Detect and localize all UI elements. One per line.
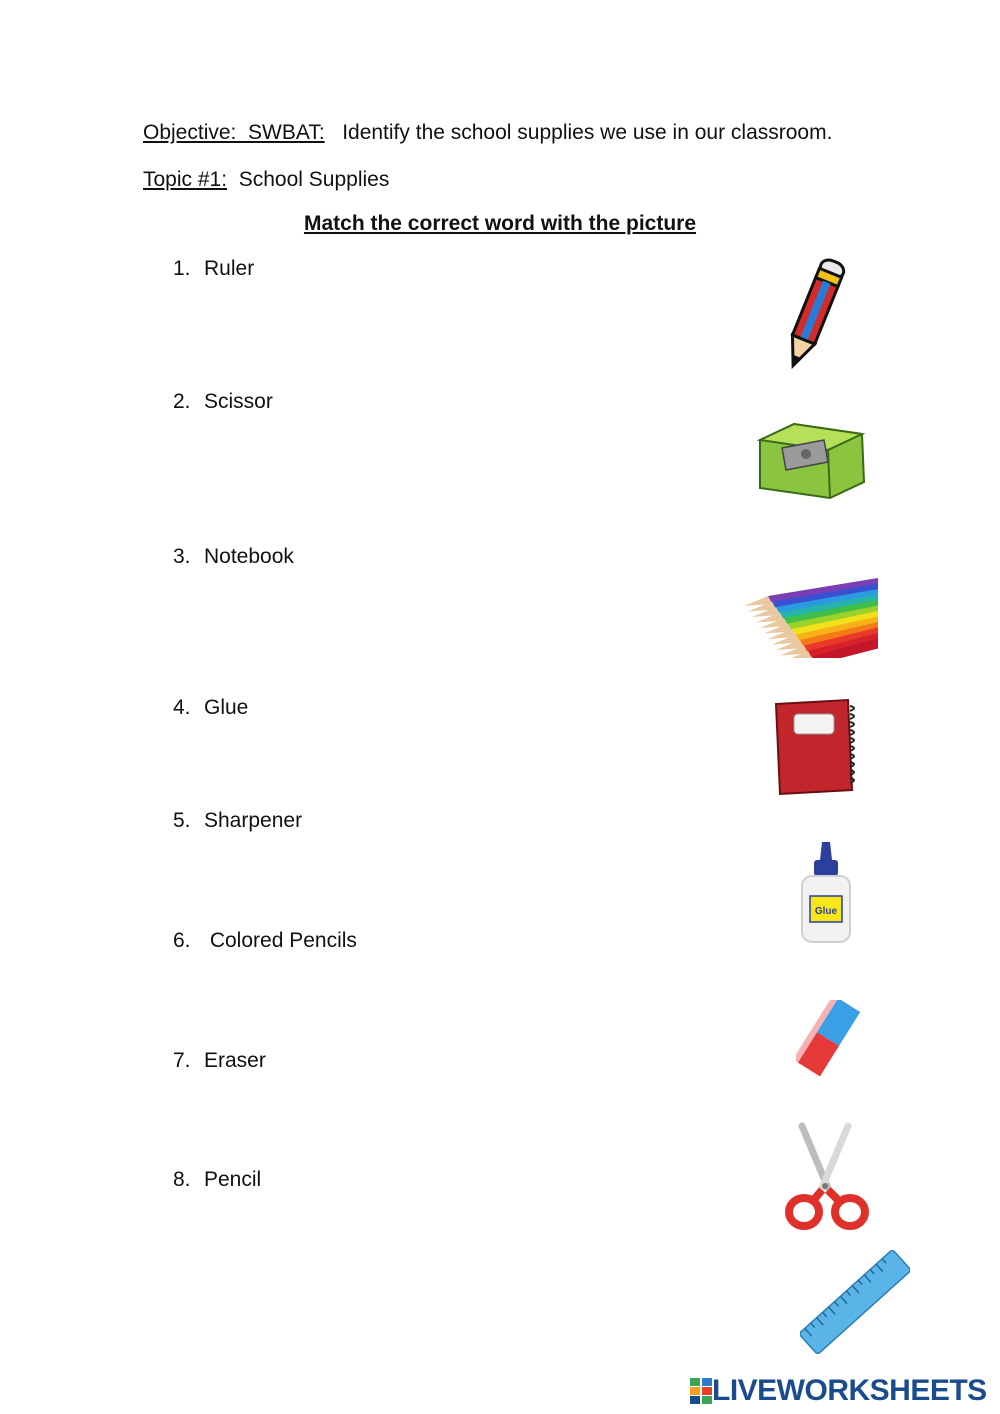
word-pencil: Pencil: [204, 1168, 262, 1191]
eraser-icon: [796, 1000, 860, 1078]
list-item: 1. Ruler: [173, 257, 255, 280]
word-glue: Glue: [204, 696, 249, 719]
objective-label: Objective: SWBAT:: [143, 121, 325, 144]
topic-line: [143, 168, 389, 192]
word-colored-pencils: Colored Pencils: [204, 929, 357, 952]
list-item: 8. Pencil: [173, 1168, 262, 1191]
ruler-icon: [800, 1250, 910, 1354]
instructions-heading: Match the correct word with the picture: [303, 212, 697, 235]
brand-name: LIVEWORKSHEETS: [712, 1374, 987, 1407]
notebook-icon: [772, 698, 862, 796]
glue-icon: [798, 840, 854, 946]
list-item: 2. Scissor: [173, 390, 273, 413]
objective-text: Identify the school supplies we use in our classroom.: [342, 121, 833, 144]
liveworksheets-mark-icon: [690, 1378, 712, 1404]
list-item: 4. Glue: [173, 696, 249, 719]
colored-pencils-icon: [738, 574, 878, 658]
word-sharpener: Sharpener: [204, 809, 303, 832]
word-ruler: Ruler: [204, 257, 255, 280]
sharpener-icon: [754, 418, 868, 502]
list-item: 7. Eraser: [173, 1049, 266, 1072]
pencil-icon: [770, 252, 860, 377]
liveworksheets-logo: [690, 1374, 987, 1408]
list-item: 6. Colored Pencils: [173, 929, 357, 952]
word-notebook: Notebook: [204, 545, 294, 568]
word-eraser: Eraser: [204, 1049, 266, 1072]
objective-line: [143, 121, 832, 145]
word-scissor: Scissor: [204, 390, 273, 413]
list-item: 3. Notebook: [173, 545, 294, 568]
topic-text: School Supplies: [238, 168, 390, 191]
scissors-icon: [782, 1122, 874, 1234]
glue-label: Glue: [814, 906, 838, 917]
list-item: 5. Sharpener: [173, 809, 303, 832]
topic-label: Topic #1:: [143, 168, 228, 191]
